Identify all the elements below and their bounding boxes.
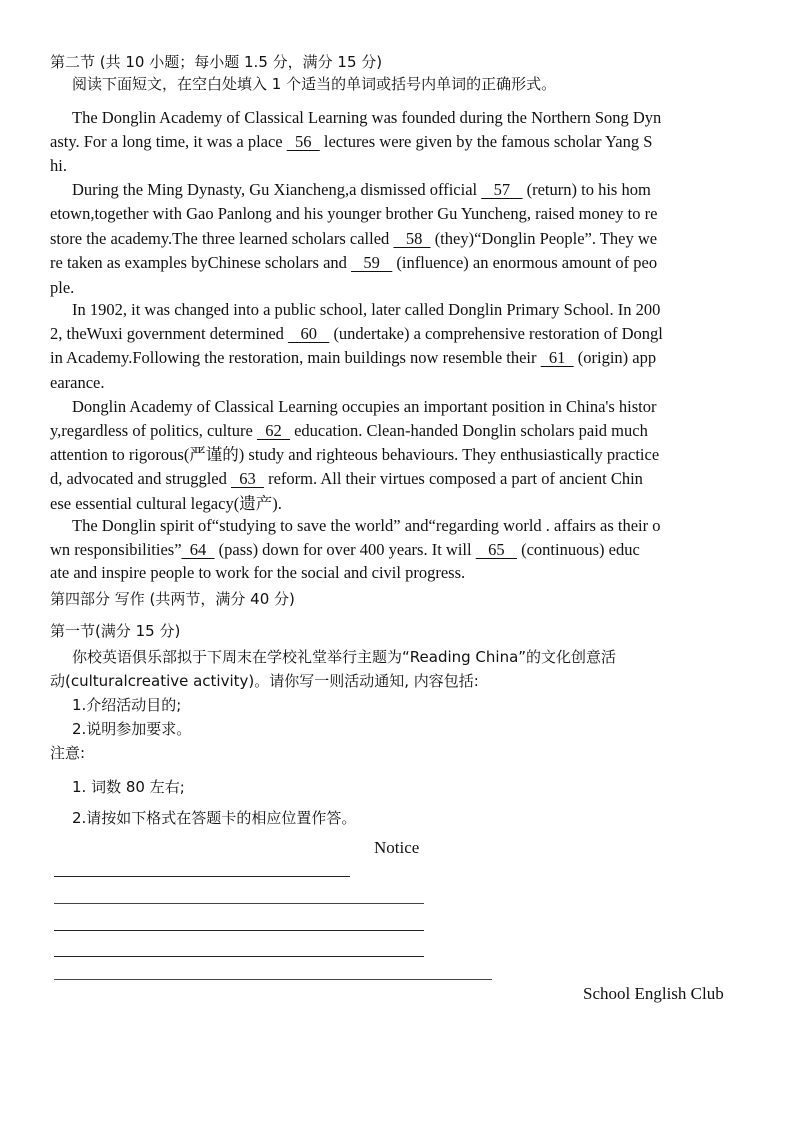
passage-text: asty. For a long time, it was a place — [50, 132, 287, 151]
passage-text: hi. — [50, 156, 67, 175]
answer-blank: 64 — [181, 540, 215, 559]
passage-line — [72, 395, 772, 419]
passage-text: re taken as examples byChinese scholars and — [50, 253, 352, 272]
notice-title: Notice — [374, 838, 420, 857]
passage-text: 2, theWuxi government determined — [50, 324, 289, 343]
passage-text: (origin) app — [573, 348, 657, 367]
answer-blank: 60 — [288, 324, 330, 343]
answer-blank: 58 — [393, 229, 431, 248]
passage-text: attention to rigorous(严谨的) study and righteous behaviours. They enthusiastically practice — [50, 445, 660, 464]
passage-line — [50, 202, 750, 226]
answer-blank: 57 — [481, 180, 523, 199]
writing-section1-header: 第一节(满分 15 分) — [50, 622, 181, 640]
section2-instruction: 阅读下面短文，在空白处填入 1 个适当的单词或括号内单词的正确形式。 — [72, 75, 557, 93]
passage-text: wn responsibilities” — [50, 540, 182, 559]
writing-prompt-line1: 你校英语俱乐部拟于下周末在学校礼堂举行主题为“Reading China”的文化创意活 — [72, 648, 617, 666]
passage-text: education. Clean-handed Donglin scholars paid much — [289, 421, 648, 440]
passage-text: (influence) an enormous amount of peo — [392, 253, 658, 272]
passage-line — [50, 467, 750, 491]
passage-text: In 1902, it was changed into a public school, later called Donglin Primary School. In 200 — [72, 300, 661, 319]
passage-line — [50, 322, 750, 346]
passage-text: ese essential cultural legacy(遗产). — [50, 494, 282, 513]
answer-blank: 56 — [286, 132, 320, 151]
passage-text: in Academy.Following the restoration, main buildings now resemble their — [50, 348, 541, 367]
passage-line — [72, 514, 772, 538]
writing-item-1: 1.介绍活动目的; — [72, 696, 182, 714]
passage-line — [72, 298, 772, 322]
passage-text: ple. — [50, 278, 75, 297]
section2-header: 第二节 (共 10 小题；每小题 1.5 分，满分 15 分) — [50, 53, 383, 71]
signature: School English Club — [583, 984, 724, 1003]
passage-line — [50, 276, 750, 300]
passage-text: (pass) down for over 400 years. It will — [214, 540, 476, 559]
passage-text: lectures were given by the famous scholar Yang S — [319, 132, 653, 151]
passage-text: (continuous) educ — [516, 540, 640, 559]
answer-blank: 62 — [256, 421, 290, 440]
passage-line — [72, 178, 772, 202]
note-item-1: 1. 词数 80 左右; — [72, 778, 185, 796]
answer-line-5 — [54, 979, 492, 980]
passage-line — [50, 227, 750, 251]
passage-text: The Donglin Academy of Classical Learning was founded during the Northern Song Dyn — [72, 108, 662, 127]
passage-line — [50, 419, 750, 443]
passage-text: etown,together with Gao Panlong and his younger brother Gu Yuncheng, raised money to re — [50, 204, 658, 223]
passage-text: Donglin Academy of Classical Learning occupies an important position in China's histor — [72, 397, 657, 416]
answer-line-4 — [54, 956, 424, 957]
passage-text: The Donglin spirit of“studying to save the world” and“regarding world . affairs as their o — [72, 516, 661, 535]
passage-line — [50, 561, 750, 585]
note-label: 注意: — [50, 744, 86, 762]
passage-line — [50, 371, 750, 395]
answer-line-2 — [54, 903, 424, 904]
answer-line-1 — [54, 876, 350, 877]
passage-text: d, advocated and struggled — [50, 469, 231, 488]
passage-line — [50, 130, 750, 154]
answer-blank: 59 — [351, 253, 393, 272]
passage-text: ate and inspire people to work for the social and civil progress. — [50, 563, 466, 582]
passage-text: (they)“Donglin People”. They we — [430, 229, 658, 248]
part4-header: 第四部分 写作 (共两节，满分 40 分) — [50, 590, 295, 608]
note-item-2: 2.请按如下格式在答题卡的相应位置作答。 — [72, 809, 357, 827]
answer-blank: 63 — [230, 469, 264, 488]
passage-line — [50, 154, 750, 178]
passage-text: y,regardless of politics, culture — [50, 421, 257, 440]
passage-text: store the academy.The three learned scholars called — [50, 229, 394, 248]
answer-line-3 — [54, 930, 424, 931]
answer-blank: 61 — [540, 348, 574, 367]
passage-text: During the Ming Dynasty, Gu Xiancheng,a dismissed official — [72, 180, 482, 199]
passage-line — [50, 346, 750, 370]
writing-prompt-line2: 动(culturalcreative activity)。请你写一则活动通知, 内容包括: — [50, 672, 479, 690]
answer-blank: 65 — [475, 540, 517, 559]
passage-text: (return) to his hom — [522, 180, 651, 199]
passage-line — [72, 106, 772, 130]
passage-text: (undertake) a comprehensive restoration of Dongl — [329, 324, 663, 343]
passage-line — [50, 492, 750, 516]
passage-text: earance. — [50, 373, 105, 392]
passage-line — [50, 443, 750, 467]
passage-line — [50, 251, 750, 275]
writing-item-2: 2.说明参加要求。 — [72, 720, 192, 738]
passage-line — [50, 538, 750, 562]
passage-text: reform. All their virtues composed a part of ancient Chin — [263, 469, 643, 488]
